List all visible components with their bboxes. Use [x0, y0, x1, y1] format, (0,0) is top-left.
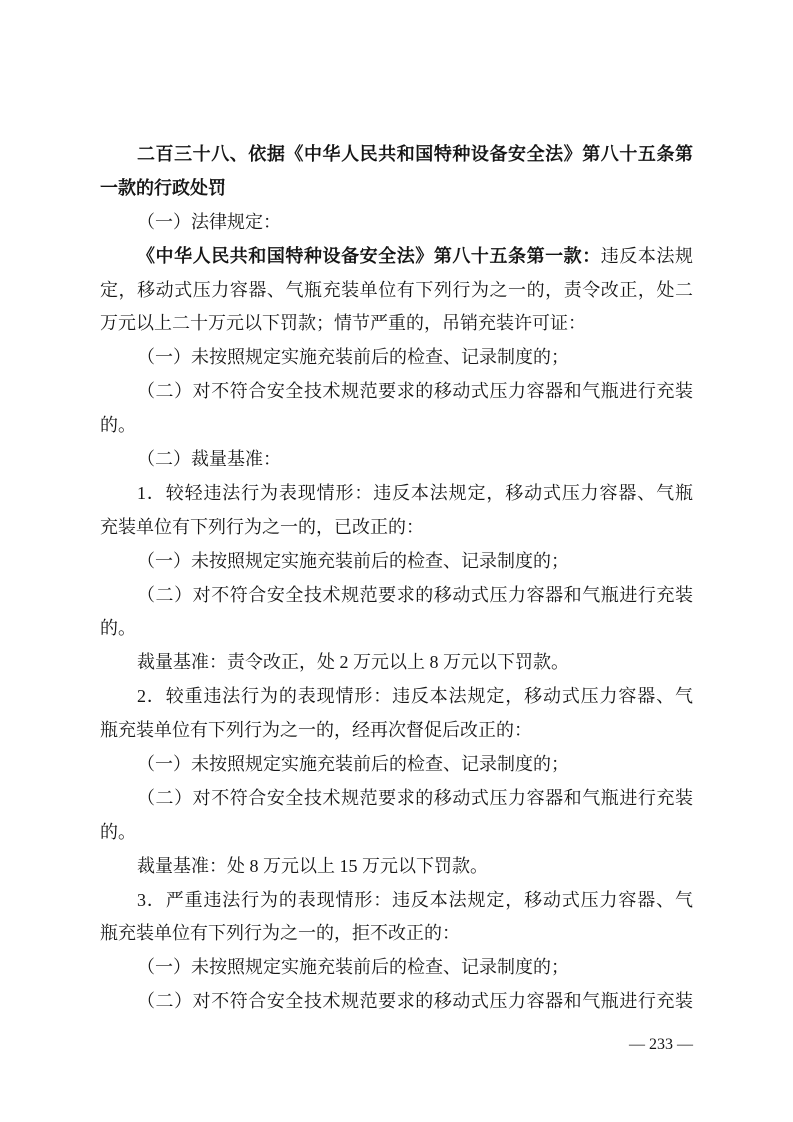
level-3-description: 3．严重违法行为的表现情形：违反本法规定，移动式压力容器、气: [137, 889, 693, 910]
level-1-description-continuation: 充装单位有下列行为之一的，已改正的：: [100, 516, 424, 537]
legal-provision-heading: （一）法律规定：: [137, 211, 281, 232]
level-2-item-1: （一）未按照规定实施充装前后的检查、记录制度的；: [137, 754, 569, 775]
provision-source: 《中华人民共和国特种设备安全法》第八十五条第一款：: [137, 245, 601, 266]
provision-paragraph-line-2: 定，移动式压力容器、气瓶充装单位有下列行为之一的，责令改正，处二: [100, 279, 693, 300]
provision-item-2: （二）对不符合安全技术规范要求的移动式压力容器和气瓶进行充装: [137, 381, 693, 402]
level-2-item-2-continuation: 的。: [100, 821, 136, 842]
level-3-item-1: （一）未按照规定实施充装前后的检查、记录制度的；: [137, 957, 569, 978]
provision-item-2-continuation: 的。: [100, 415, 136, 436]
level-1-item-1: （一）未按照规定实施充装前后的检查、记录制度的；: [137, 550, 569, 571]
article-title-line-1: 二百三十八、依据《中华人民共和国特种设备安全法》第八十五条第: [137, 144, 693, 164]
level-1-item-2: （二）对不符合安全技术规范要求的移动式压力容器和气瓶进行充装: [137, 584, 693, 605]
level-2-item-2: （二）对不符合安全技术规范要求的移动式压力容器和气瓶进行充装: [137, 787, 693, 808]
level-1-standard: 裁量基准：责令改正，处 2 万元以上 8 万元以下罚款。: [137, 652, 569, 673]
level-1-item-2-continuation: 的。: [100, 618, 136, 639]
article-title-line-2: 一款的行政处罚: [100, 177, 226, 198]
level-3-item-2: （二）对不符合安全技术规范要求的移动式压力容器和气瓶进行充装: [137, 991, 693, 1012]
level-2-description: 2．较重违法行为的表现情形：违反本法规定，移动式压力容器、气: [137, 686, 693, 707]
level-2-standard: 裁量基准：处 8 万元以上 15 万元以下罚款。: [137, 855, 488, 876]
level-2-description-continuation: 瓶充装单位有下列行为之一的，经再次督促后改正的：: [100, 720, 532, 741]
discretion-standards-heading: （二）裁量基准：: [137, 449, 281, 470]
provision-item-1: （一）未按照规定实施充装前后的检查、记录制度的；: [137, 347, 569, 368]
level-1-description: 1．较轻违法行为表现情形：违反本法规定，移动式压力容器、气瓶: [137, 482, 693, 503]
page-number: — 233 —: [629, 1036, 693, 1053]
article-body: [100, 138, 693, 1019]
provision-paragraph-line-3: 万元以上二十万元以下罚款；情节严重的，吊销充装许可证：: [100, 313, 586, 334]
provision-paragraph-line-1: [100, 240, 693, 274]
provision-text: 违反本法规: [600, 245, 694, 266]
level-3-description-continuation: 瓶充装单位有下列行为之一的，拒不改正的：: [100, 923, 460, 944]
